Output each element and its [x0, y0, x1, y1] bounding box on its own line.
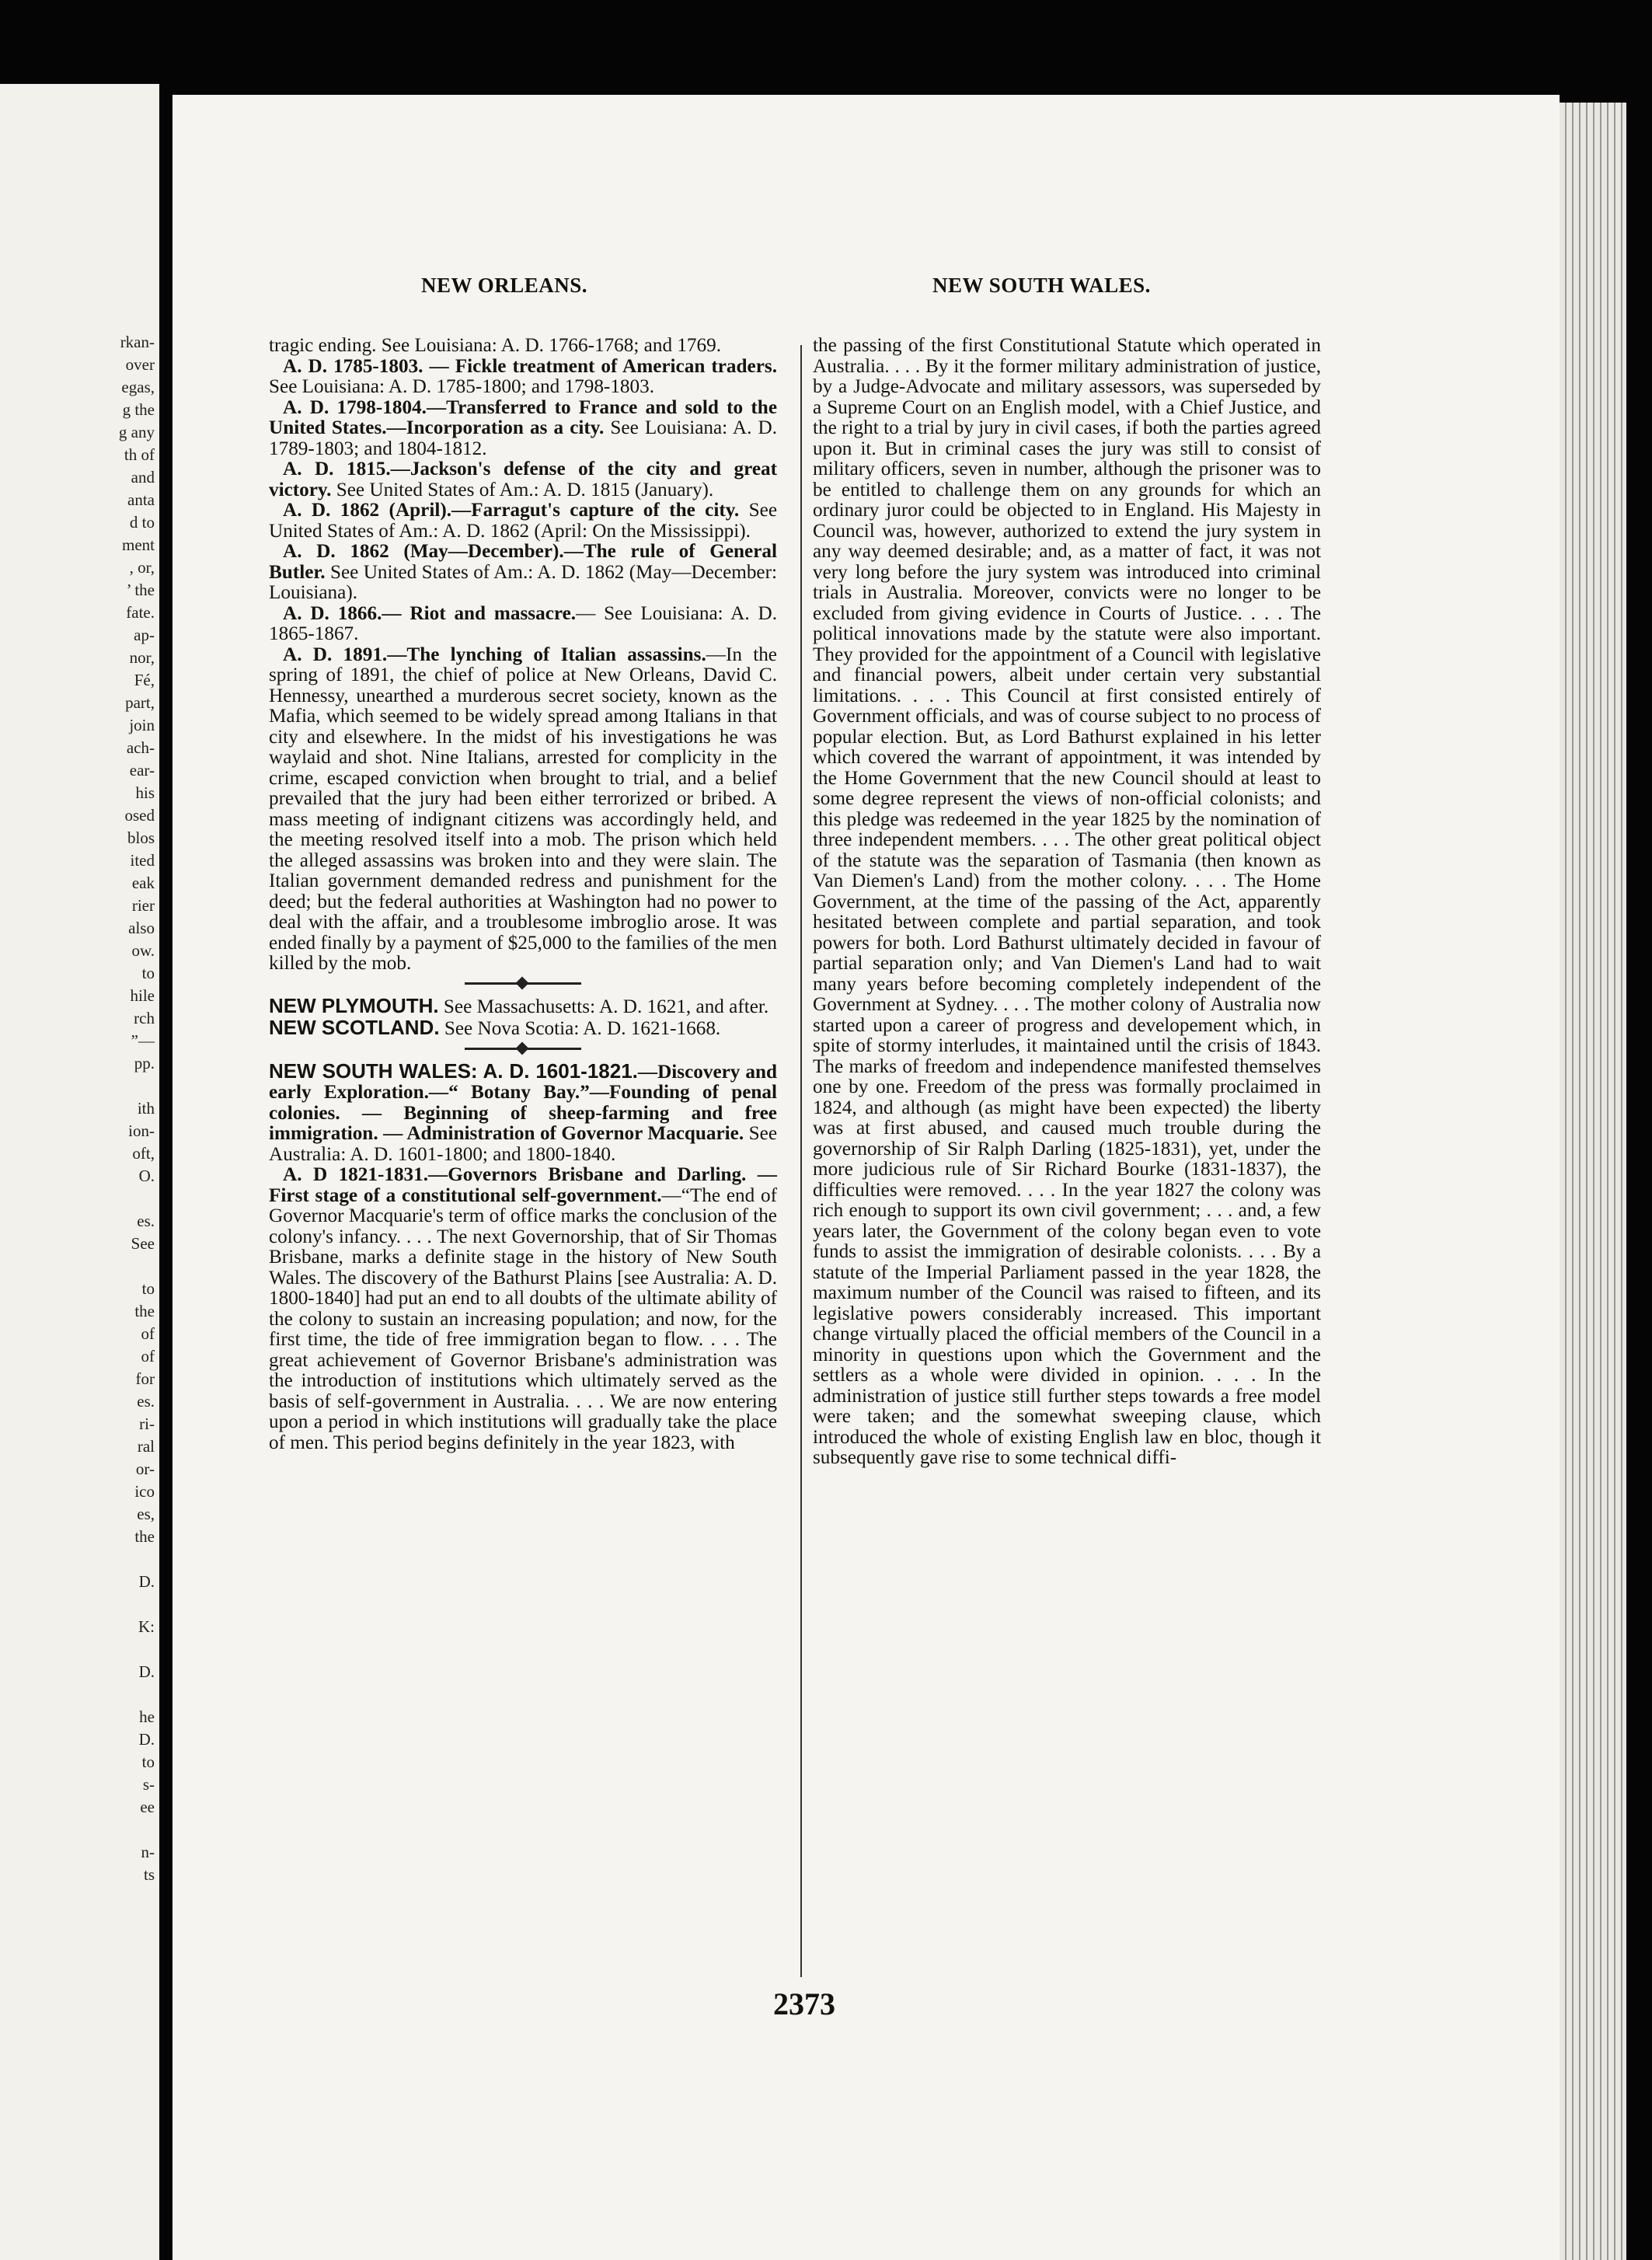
separator-ornament: [465, 982, 581, 985]
running-header-right: NEW SOUTH WALES.: [932, 274, 1151, 297]
column-rule: [800, 345, 802, 1977]
paragraph: A. D 1821-1831.—Governors Brisbane and Darling. — First stage of a constitutional self-government.—“The end of Governor Macquarie's term of office marks the conclusion of the colony's infancy. . . . The next Governorship, that of Sir Thomas Brisbane, marks a definite stage in the history of New South Wales. The discovery of the Bathurst Plains [see Australia: A. D. 1800-1840] had put an end to all doubts of the ultimate ability of the colony to sustain an increasing population; and now, for the first time, the tide of free immigration began to flow. . . . The great achievement of Governor Brisbane's administration was the introduction of institutions which ultimately served as the basis of self-government in Australia. . . . We are now entering upon a period in which institutions will gradually take the place of men. This period begins definitely in the year 1823, with: [269, 1164, 778, 1453]
entry-new-plymouth: NEW PLYMOUTH. See Massachusetts: A. D. 1621, and after.: [269, 993, 769, 1017]
paragraph: A. D. 1862 (April).—Farragut's capture of the city. See United States of Am.: A. D. 1862 (April: On the Mississippi).: [269, 500, 778, 542]
right-column: [813, 336, 1321, 1469]
paragraph: A. D. 1866.— Riot and massacre.— See Louisiana: A. D. 1865-1867.: [269, 602, 777, 644]
paragraph: tragic ending. See Louisiana: A. D. 1766-1768; and 1769.: [269, 335, 722, 356]
paragraph: the passing of the first Constitutional Statute which operated in Australia. . . . By it the former military administration of justice, by a Judge-Advocate and military assessors, was superseded by a Supreme Court on an English model, with a Chief Justice, and the right to a trial by jury in civil cases, if both the parties agreed upon it. But in criminal cases the jury was still to consist of military officers, seven in number, although the prisoner was to be entitled to challenge them on any grounds for which an ordinary juror could be objected to in England. His Majesty in Council was, however, authorized to extend the jury system in any way deemed desirable; and, as a matter of fact, it was not very long before the jury system was introduced into criminal trials in Australia. Moreover, convicts were no longer to be excluded from giving evidence in Courts of Justice. . . . The political innovations made by the statute were also important. They provided for the appointment of a Council with legislative and financial powers, albeit under certain very substantial limitations. . . . This Council at first consisted entirely of Government officials, and was of course subject to no process of popular election. But, as Lord Bathurst explained in his letter which covered the warrant of appointment, it was intended by the Home Government that the new Council should at least to some degree represent the views of non-official colonists; and this pledge was redeemed in the year 1825 by the nomination of three independent members. . . . The other great political object of the statute was the separation of Tasmania (then known as Van Diemen's Land) from the mother colony. . . . The Home Government, at the time of the passing of the Act, apparently hesitated between complete and partial separation, and took powers for both. Lord Bathurst ultimately decided in favour of partial separation only; and Van Diemen's Land had to wait many years before becoming completely independent of the Government at Sydney. . . . The mother colony of Australia now started upon a career of progress and developement which, in spite of stormy interludes, it maintained until the crisis of 1843. The marks of freedom and independence manifested themselves one by one. Freedom of the press was formally proclaimed in 1824, and although (as might have been expected) the liberty was at first abused, and caused much trouble during the governorship of Sir Ralph Darling (1825-1831), yet, under the more judicious rule of Sir Richard Bourke (1831-1837), the difficulties were removed. . . . In the year 1827 the colony was rich enough to support its own civil government; . . . and, a few years later, the Government of the colony began even to vote funds to assist the immigration of desirable colonists. . . . By a statute of the Imperial Parliament passed in the year 1828, the maximum number of the Council was raised to fifteen, and its legislative powers considerably increased. This important change virtually placed the official members of the Council in a minority in questions upon which the Government and the settlers as a whole were divided in opinion. . . . In the administration of justice still further steps towards a free model were taken; and the somewhat sweeping clause, which introduced the whole of existing English law en bloc, though it subsequently gave rise to some technical diffi-: [813, 335, 1321, 1468]
previous-page: [0, 84, 159, 2260]
paragraph: A. D. 1798-1804.—Transferred to France and sold to the United States.—Incorporation as a city. See Louisiana: A. D. 1789-1803; and 1804-1812.: [269, 396, 777, 459]
page-edges: [1560, 103, 1626, 2260]
running-header-left: NEW ORLEANS.: [421, 274, 588, 297]
left-column: [269, 336, 777, 1453]
entry-new-south-wales: NEW SOUTH WALES: A. D. 1601-1821.—Discovery and early Exploration.—“ Botany Bay.”—Founding of penal colonies. — Beginning of sheep-farming and free immigration. — Administration of Governor Macquarie. See Australia: A. D. 1601-1800; and 1800-1840.: [269, 1059, 777, 1165]
page-number: 2373: [773, 1986, 835, 2021]
entry-new-scotland: NEW SCOTLAND. See Nova Scotia: A. D. 1621-1668.: [269, 1016, 721, 1039]
paragraph: A. D. 1891.—The lynching of Italian assassins.—In the spring of 1891, the chief of police at New Orleans, David C. Hennessy, unearthed a murderous secret society, known as the Mafia, which seemed to be widely spread among Italians in that city and elsewhere. In the midst of his investigations he was waylaid and shot. Nine Italians, arrested for complicity in the crime, escaped conviction when brought to trial, and a belief prevailed that the jury had been either terrorized or bribed. A mass meeting of indignant citizens was accordingly held, and the meeting resolved itself into a mob. The prison which held the alleged assassins was broken into and they were slain. The Italian government demanded redress and punishment for the deed; but the federal authorities at Washington had no power to deal with the affair, and a troublesome imbroglio arose. It was ended finally by a payment of $25,000 to the families of the men killed by the mob.: [269, 643, 778, 974]
separator-ornament: [465, 1048, 581, 1050]
paragraph: A. D. 1862 (May—December).—The rule of General Butler. See United States of Am.: A. D. 1862 (May—December: Louisiana).: [269, 541, 777, 603]
paragraph: A. D. 1815.—Jackson's defense of the city and great victory. See United States of Am.: A. D. 1815 (January).: [269, 459, 777, 500]
paragraph: A. D. 1785-1803. — Fickle treatment of American traders. See Louisiana: A. D. 1785-1800; and 1798-1803.: [269, 355, 777, 397]
previous-page-text-fragment: rkan- over egas, g the g any th of and anta d to ment , or, ’ the fate. ap- nor, Fé, part, join ach- ear- his osed blos ited eak rier also ow. to hile rch ”— pp. ith ion- oft, O. es. See to the of of for es. ri- ral or- ico es, the D. K: D. he D. to s- ee n- ts: [118, 333, 155, 1884]
